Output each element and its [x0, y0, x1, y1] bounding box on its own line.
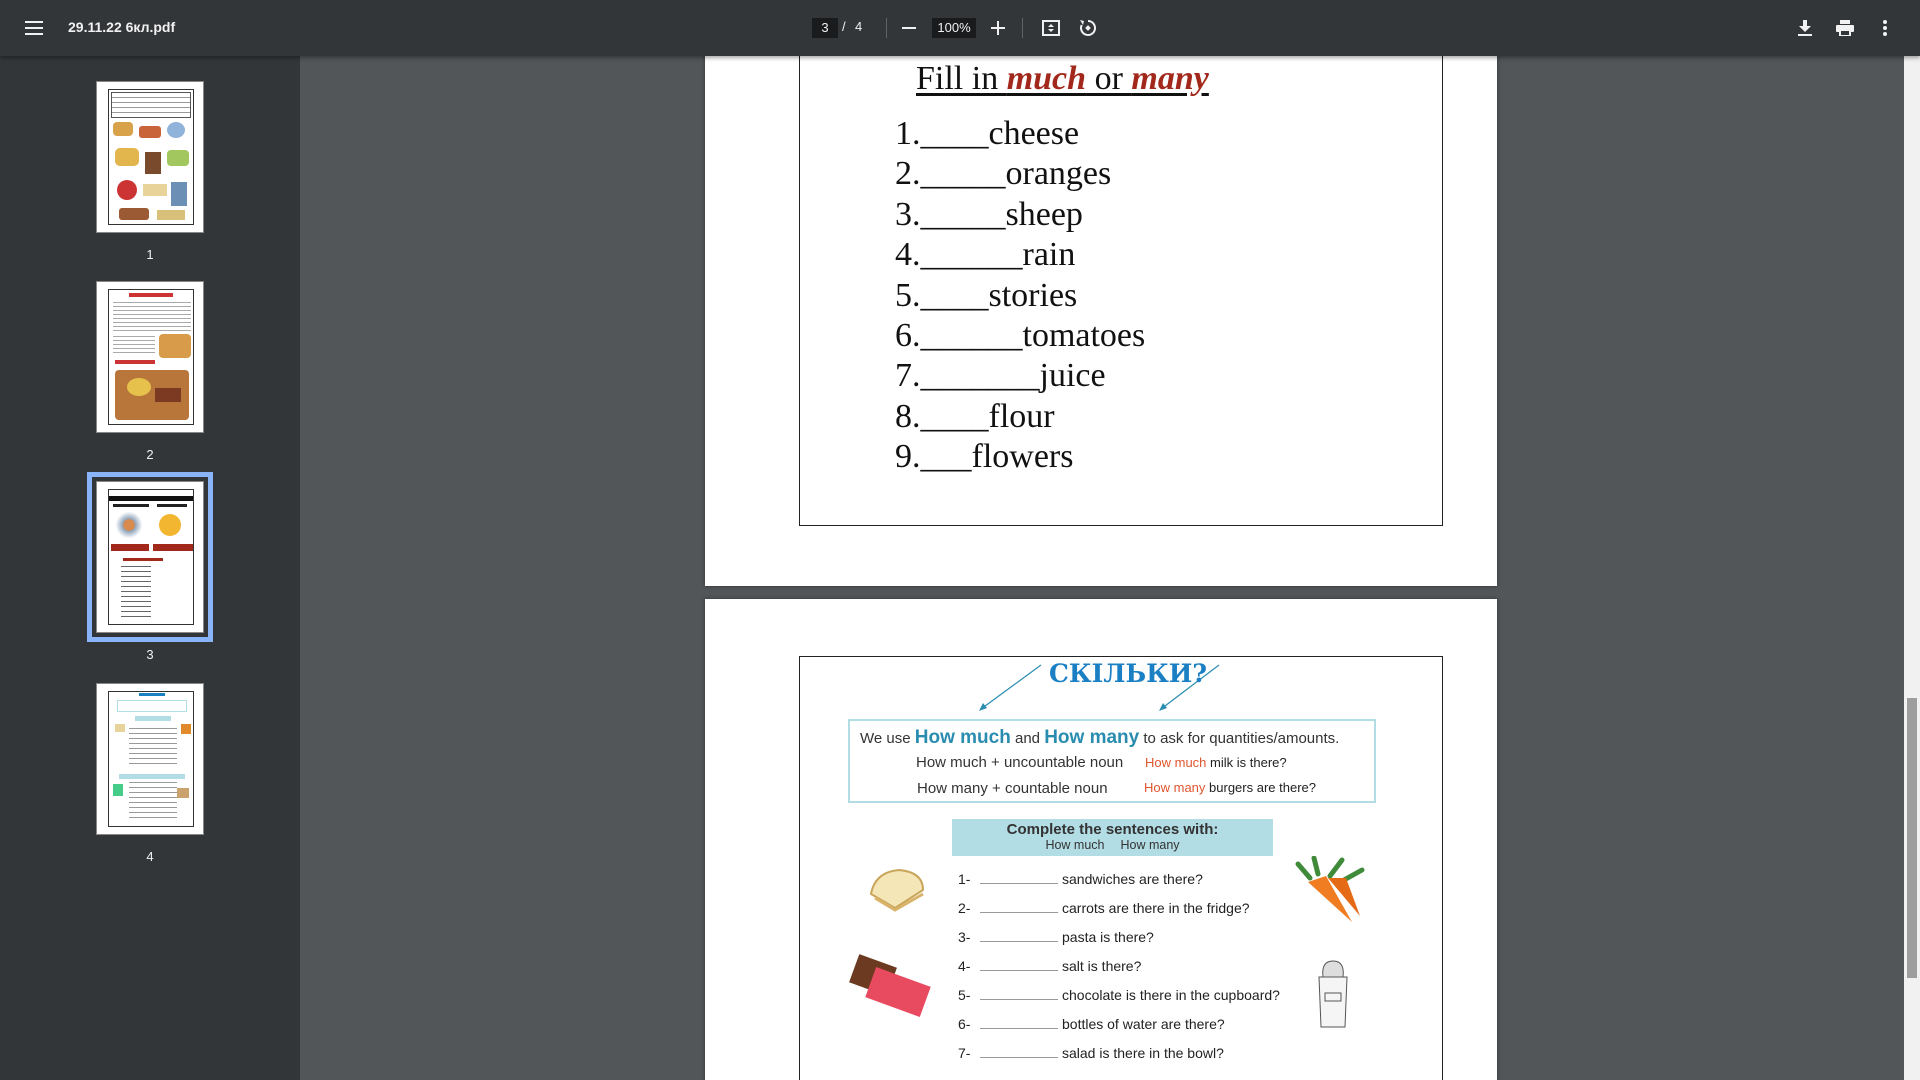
sentence-row: [958, 1016, 1225, 1032]
option-how-much: How much: [1045, 838, 1105, 852]
intro-how-many: How many: [1044, 727, 1140, 748]
title-many: many: [1131, 60, 1209, 97]
example-keyword: How many: [1144, 780, 1206, 795]
title-much: much: [1006, 60, 1087, 97]
thumbnail-preview: [108, 89, 194, 225]
sentence-text: carrots are there in the fridge?: [1062, 900, 1250, 916]
thumbnail-preview: [108, 691, 194, 827]
sentence-text: salad is there in the bowl?: [1062, 1045, 1224, 1061]
thumbnail-label: 3: [146, 647, 154, 662]
sentence-text: chocolate is there in the cupboard?: [1062, 987, 1280, 1003]
salt-shaker-icon: [1313, 959, 1353, 1031]
rule-countable: How many + countable noun: [917, 780, 1108, 797]
sentence-row: [958, 1045, 1224, 1061]
sentence-text: sandwiches are there?: [1062, 871, 1203, 887]
example-keyword: How much: [1145, 755, 1207, 770]
thumbnail-preview: [108, 489, 194, 625]
intro-text: and: [1010, 730, 1045, 747]
exercise-item: 3._____sheep: [895, 195, 1083, 233]
thumbnail-label: 2: [146, 447, 154, 462]
sentence-row: [958, 929, 1154, 945]
zoom-out-icon: [902, 27, 916, 29]
zoom-in-button[interactable]: [980, 10, 1016, 46]
instruction-title: Complete the sentences with:: [1006, 821, 1219, 838]
sandwich-icon: [865, 864, 929, 914]
page-thumbnail-3[interactable]: [96, 481, 204, 633]
exercise-item: 7._______juice: [895, 357, 1106, 395]
sentence-text: salt is there?: [1062, 958, 1142, 974]
thumbnail-sidebar: [0, 56, 300, 1080]
fit-page-icon: [1042, 20, 1060, 36]
example-text: burgers are there?: [1205, 780, 1316, 795]
sentence-blank: [980, 959, 1058, 971]
option-how-many: How many: [1120, 838, 1180, 852]
intro-how-much: How much: [914, 727, 1011, 748]
instruction-box: [952, 819, 1273, 856]
page-heading: СКІЛЬКИ?: [1049, 659, 1208, 688]
page-thumbnail-1[interactable]: [96, 81, 204, 233]
sentence-blank: [980, 930, 1058, 942]
pdf-toolbar: [0, 0, 1920, 56]
pdf-page-3: [705, 56, 1497, 586]
print-button[interactable]: [1827, 10, 1863, 46]
zoom-in-icon: [991, 21, 1005, 35]
title-text: Fill in: [916, 60, 1007, 97]
sentence-number: 1-: [958, 871, 971, 887]
page-separator: /: [842, 19, 846, 34]
download-icon: [1798, 20, 1812, 36]
sentence-number: 3-: [958, 929, 971, 945]
sentence-blank: [980, 988, 1058, 1000]
vertical-scrollbar[interactable]: [1904, 56, 1920, 1080]
more-icon: [1883, 20, 1887, 36]
scrollbar-thumb[interactable]: [1907, 698, 1917, 978]
sentence-number: 5-: [958, 987, 971, 1003]
rule-example-2: [1144, 780, 1316, 795]
intro-text: to ask for quantities/amounts.: [1139, 730, 1340, 747]
chocolate-icon: [845, 954, 937, 1024]
arrow-left-icon: [975, 663, 1045, 713]
exercise-item: 5.____stories: [895, 276, 1078, 314]
sentence-row: [958, 900, 1250, 916]
sentence-number: 4-: [958, 958, 971, 974]
toolbar-divider: [886, 18, 887, 38]
page-total: 4: [855, 19, 863, 34]
rotate-button[interactable]: [1070, 10, 1106, 46]
thumbnail-label: 4: [146, 849, 154, 864]
sentence-blank: [980, 1017, 1058, 1029]
title-or: or: [1086, 60, 1132, 97]
sentence-number: 7-: [958, 1045, 971, 1061]
exercise-list: [895, 114, 1145, 478]
thumbnail-preview: [108, 289, 194, 425]
sentence-blank: [980, 872, 1058, 884]
sentence-number: 2-: [958, 900, 971, 916]
exercise-item: 6.______tomatoes: [895, 317, 1146, 355]
sentence-row: [958, 871, 1203, 887]
exercise-item: 2._____oranges: [895, 155, 1112, 193]
rule-intro: [860, 727, 1339, 749]
rule-example-1: [1145, 755, 1287, 770]
exercise-item: 1.____cheese: [895, 115, 1080, 152]
intro-text: We use: [860, 730, 915, 747]
document-viewer[interactable]: [300, 56, 1904, 1080]
page-number-input[interactable]: 3: [812, 18, 838, 38]
sentence-row: [958, 987, 1280, 1003]
download-button[interactable]: [1787, 10, 1823, 46]
exercise-item: 4.______rain: [895, 236, 1076, 274]
exercise-item: 8.____flour: [895, 397, 1055, 435]
more-actions-button[interactable]: [1867, 10, 1903, 46]
instruction-options: [952, 838, 1273, 852]
zoom-input[interactable]: 100%: [932, 18, 976, 38]
page-thumbnail-2[interactable]: [96, 281, 204, 433]
sentence-blank: [980, 901, 1058, 913]
grammar-rule-box: [848, 719, 1376, 803]
menu-icon: [25, 21, 43, 35]
thumbnail-label: 1: [146, 247, 154, 262]
rotate-icon: [1079, 19, 1097, 37]
sentence-text: bottles of water are there?: [1062, 1016, 1225, 1032]
page-thumbnail-4[interactable]: [96, 683, 204, 835]
exercise-title: [916, 60, 1209, 98]
sentence-blank: [980, 1046, 1058, 1058]
document-title: 29.11.22 6кл.pdf: [68, 19, 176, 35]
fit-page-button[interactable]: [1033, 10, 1069, 46]
example-text: milk is there?: [1206, 755, 1287, 770]
sentence-row: [958, 958, 1141, 974]
exercise-item: 9.___flowers: [895, 438, 1074, 476]
menu-button[interactable]: [16, 10, 52, 46]
pdf-page-4: [705, 599, 1497, 1080]
rule-uncountable: How much + uncountable noun: [916, 754, 1124, 771]
sentence-text: pasta is there?: [1062, 929, 1154, 945]
print-icon: [1836, 20, 1854, 36]
carrot-icon: [1290, 856, 1370, 928]
sentence-number: 6-: [958, 1016, 971, 1032]
zoom-out-button[interactable]: [891, 10, 927, 46]
toolbar-divider: [1022, 18, 1023, 38]
